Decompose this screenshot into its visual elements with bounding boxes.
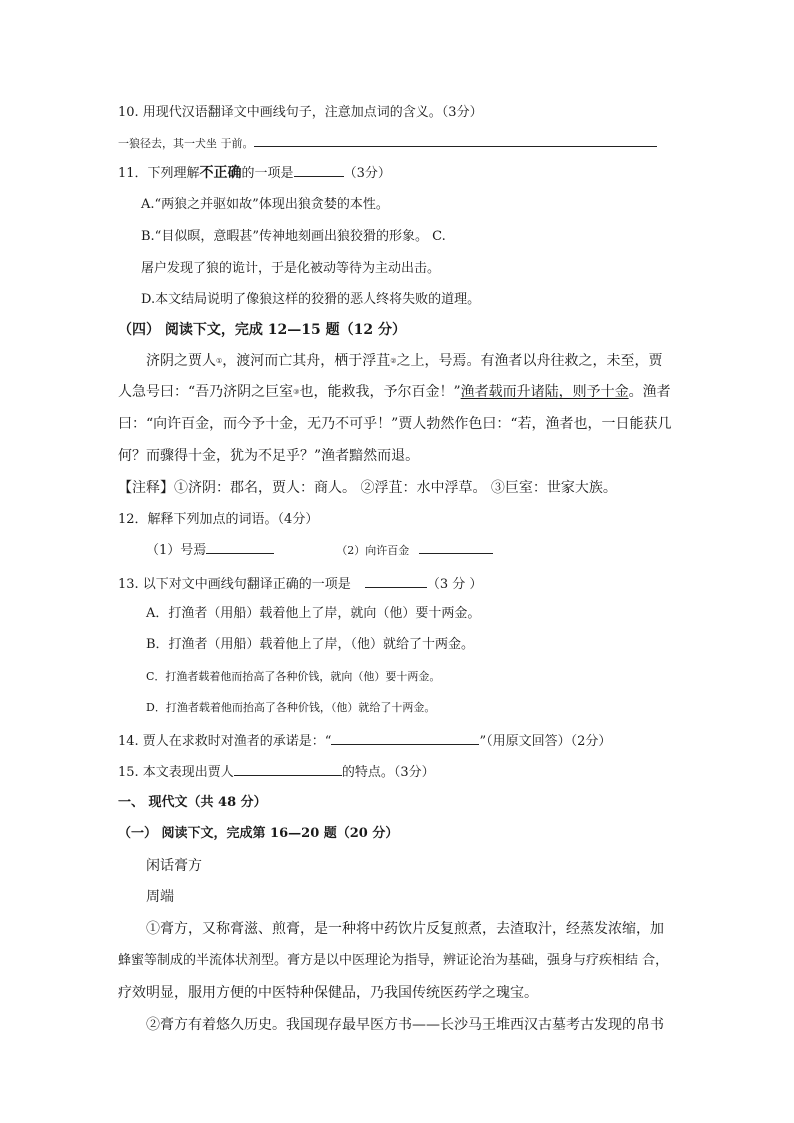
q11-emphasis: 不正确: [199, 165, 242, 181]
passage-2a: 人急号曰：“吾乃济阴之巨室: [118, 384, 294, 400]
q14-prompt-pre: 14. 贾人在求救时对渔者的承诺是：“: [118, 734, 332, 749]
article-author: 周端: [146, 889, 174, 905]
article-para2-line1: ②膏方有着悠久历史。我国现存最早医方书——长沙马王堆西汉古墓考古发现的帛书: [146, 1017, 664, 1033]
q11-option-d: D.本文结局说明了像狼这样的狡猾的恶人终将失败的道理。: [141, 292, 481, 307]
passage-2b: 也，能救我，予尔百金！”: [299, 384, 461, 400]
q14-prompt: [118, 731, 611, 751]
q11-option-a: A.“两狼之并驱如故”体现出狼贪婪的本性。: [141, 197, 389, 212]
q11-prompt-post: 的一项是: [241, 166, 294, 181]
q13-option-b: B．打渔者（用船）载着他上了岸，（他）就给了十两金。: [146, 637, 475, 652]
passage-2c: 。渔者: [628, 384, 671, 400]
part1-subheading: （一） 阅读下文，完成第 16—20 题（20 分）: [118, 826, 399, 841]
note-marker-2: ②: [390, 357, 397, 365]
q13-option-d: D．打渔者载着他而抬高了各种价钱，（他）就给了十两金。: [146, 701, 436, 714]
q11-prompt-pre: 11．下列理解: [118, 166, 200, 181]
q11-prompt: [118, 163, 391, 183]
article-para1-line2: 蜂蜜等制成的半流体状剂型。膏方是以中医理论为指导，辨证论治为基础，强身与疗疾相结 合，: [118, 953, 669, 968]
q13-option-c: C．打渔者载着他而抬高了各种价钱，就向（他）要十两金。: [146, 670, 441, 683]
q14-answer-blank[interactable]: [331, 731, 479, 745]
q11-answer-blank[interactable]: [294, 163, 344, 177]
q15-prompt-post: 的特点。（3分）: [341, 765, 435, 780]
article-para1-line3: 疗效明显，服用方便的中医特种保健品，乃我国传统医药学之瑰宝。: [118, 985, 538, 1001]
passage-line-2: [118, 383, 671, 401]
passage-line-1: [146, 352, 663, 370]
passage-1b: ，渡河而亡其舟，栖于浮苴: [222, 353, 391, 369]
article-para1-line1: ①膏方，又称膏滋、煎膏，是一种将中药饮片反复煎煮，去渣取汁，经蒸发浓缩，加: [146, 921, 664, 937]
q15-prompt-pre: 15. 本文表现出贾人: [118, 765, 234, 780]
q13-score: （3 分 ）: [426, 577, 483, 592]
passage-1c: 之上，号焉。有渔者以舟往救之，未至，贾: [396, 353, 663, 369]
q12-item-1: （1）号焉: [146, 543, 207, 558]
q13-option-a: A．打渔者（用船）载着他上了岸，就向（他）要十两金。: [146, 606, 481, 621]
q11-score: （3分）: [343, 166, 391, 181]
annotation-note: 【注释】①济阴：郡名，贾人：商人。 ②浮苴：水中浮草。 ③巨室：世家大族。: [118, 480, 617, 496]
q12-item-2-blank[interactable]: [419, 540, 493, 554]
q11-option-b: B.“目似暝，意暇甚”传神地刻画出狼狡猾的形象。 C.: [141, 229, 446, 244]
q12-prompt: 12．解释下列加点的词语。（4分）: [118, 512, 319, 527]
q12-items: [146, 540, 493, 560]
q15-answer-blank[interactable]: [234, 762, 342, 776]
passage-line-4: 何？而骤得十金，犹为不足乎？”渔者黯然而退。: [118, 448, 420, 464]
underlined-sentence: 渔者载而升诸陆，则予十金: [460, 384, 629, 400]
q13-answer-blank[interactable]: [365, 574, 427, 588]
passage-1a: 济阴之贾人: [146, 353, 216, 369]
q13-prompt-text: 13. 以下对文中画线句翻译正确的一项是: [118, 577, 351, 592]
passage-line-3: 曰：“向许百金，而今予十金，无乃不可乎！”贾人勃然作色曰：“若，渔者也，一日能获几: [118, 416, 672, 432]
article-title: 闲话膏方: [146, 858, 202, 874]
q12-item-2: （2）向许百金: [336, 544, 410, 557]
q12-item-1-blank[interactable]: [206, 540, 274, 554]
q10-prompt: 10. 用现代汉语翻译文中画线句子，注意加点词的含义。（3分）: [118, 105, 483, 120]
q11-option-c: 屠户发现了狼的诡计，于是化被动等待为主动出击。: [141, 261, 441, 276]
note-marker-3: ③: [293, 388, 300, 396]
q13-prompt: [118, 574, 482, 594]
q10-sentence: [118, 133, 657, 153]
q10-sentence-text: 一狼径去，其一犬坐 于前。: [118, 137, 254, 150]
q14-prompt-post: ”（用原文回答）（2分）: [479, 734, 612, 749]
note-marker-1: ①: [216, 357, 223, 365]
q15-prompt: [118, 762, 435, 782]
section4-heading: （四） 阅读下文，完成 12—15 题（12 分）: [118, 322, 406, 338]
q10-answer-blank[interactable]: [254, 133, 657, 147]
part1-heading: 一、 现代文（共 48 分）: [118, 795, 267, 810]
